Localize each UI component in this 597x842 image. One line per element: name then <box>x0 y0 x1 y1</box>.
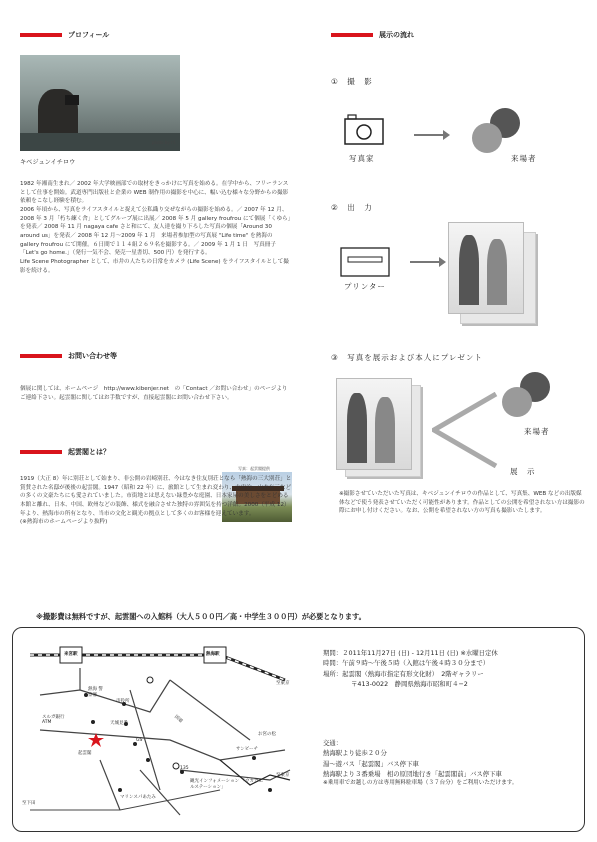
place-line <box>323 669 583 679</box>
time-label: 時間： <box>323 659 343 668</box>
step2-printer: プリンター <box>344 282 386 291</box>
map-label-atami: 熱海駅 <box>206 652 220 657</box>
kiunkaku-text-block <box>20 475 292 527</box>
split-arrow-icon <box>432 392 498 468</box>
person-silhouette <box>459 235 479 305</box>
period-label: 期間： <box>323 649 343 657</box>
flow-heading <box>331 30 414 40</box>
red-bar-icon <box>20 33 62 37</box>
profile-name: キベジュンイチロウ <box>20 159 76 166</box>
person-silhouette <box>375 397 395 463</box>
flow-note: ※撮影させていただいた写真は、キベジュンイチロウの作品として、写真集、WEB などの出版媒体などで使う発表させていただく可能性があります。作品としての公開を希望されない方は撮影の際にお申し付けください。なお、公開を希望されない方の写真も撮影いたします。 <box>339 491 585 515</box>
map-label-gas-station: GS <box>136 738 143 743</box>
bio-paragraph: Life Scene Photographer として、市井の人たちの日常をカメラ (Life Scene) をライフスタイルとして撮影を続ける。 <box>20 258 289 274</box>
access-item: 熱海駅より３番乗場 相の原団地行き「起雲閣前」バス停下車 <box>323 769 502 778</box>
red-bar-icon <box>20 450 62 454</box>
arrow-icon <box>414 134 448 136</box>
person-silhouette <box>487 239 507 305</box>
contact-text: 個展に関しては、ホームページ http://www.kibenjer.net の「Contact ／お問い合わせ」のページよりご連絡下さい。起雲閣に関してはお手数ですが、直接起雲閣にお問い合わせ下さい。 <box>20 386 288 401</box>
parking-note: ※乗用車でお越しの方は専用無料駐車場（３７台分）をご利用いただけます。 <box>323 780 518 786</box>
kiunkaku-source: (※熱海市のホームページより抜粋) <box>20 519 108 526</box>
map-label-road: 国道 <box>173 714 184 725</box>
circle-light <box>502 387 532 417</box>
bio-paragraph: 1982 年湘南生まれ／ 2002 年大学映画部での取材をきっかけに写真を始める。在学中から、フリーランスとして仕事を開始。武道専門出版社と企業の WEB 制作用の撮影を中心に、幅い込む様々な分野からの撮影依頼をこなし経験を積む。 <box>20 181 289 205</box>
map-label-tourist-info: 観光インフォメーション 「ウカガエルステーション」 <box>190 779 264 791</box>
profile-bio <box>20 180 292 275</box>
print-photo-front <box>448 222 524 314</box>
period-line <box>323 648 583 658</box>
profile-heading-text: プロフィール <box>68 31 110 39</box>
profile-photo <box>20 55 180 151</box>
access-label: 交通： <box>323 739 343 747</box>
map-label-city-hall: 市役所 <box>116 699 130 704</box>
map-label-police: 熱海 警察署 <box>88 687 103 698</box>
place-value: 起雲閣（熱海市指定有形文化財） 2階ギャラリー <box>342 669 484 678</box>
step3-visitor: 来場者 <box>524 427 550 436</box>
printer-icon <box>340 247 390 277</box>
map-label-omiya-pine: お宮の松 <box>258 732 276 737</box>
map-label-kiunkaku: 起雲閣 <box>78 751 92 756</box>
period-value: ２011年11月27日 (日) - 12月11日 (日) ※水曜日定休 <box>342 649 498 657</box>
map-label-route-135: 135 <box>180 766 189 771</box>
profile-heading <box>20 30 109 40</box>
red-bar-icon <box>331 33 373 37</box>
map-label-marina: マリンスパあたみ <box>120 795 156 800</box>
contact-heading-text: お問い合わせ等 <box>68 352 117 360</box>
step3-label: ③ 写真を展示および本人にプレゼント <box>331 353 483 362</box>
place-label: 場所： <box>323 669 343 678</box>
address-value: 〒413-0022 静岡県熱海市昭和町４−2 <box>351 679 468 688</box>
map-label-to-tokyo-coast: 至東京 <box>276 773 290 778</box>
contact-heading <box>20 351 117 361</box>
step1-label: ① 撮 影 <box>331 77 373 86</box>
red-bar-icon <box>20 354 62 358</box>
map-label-kenban: 天城見番 <box>110 721 128 726</box>
kiunkaku-heading <box>20 447 110 457</box>
camera-icon <box>344 113 384 145</box>
photo-credit: photo by r.f. <box>152 140 176 145</box>
map-label-bank: スルガ銀行 ATM <box>42 715 65 725</box>
arrow-icon <box>410 261 444 263</box>
step1-visitor: 来場者 <box>511 154 537 163</box>
map-label-to-tokyo: 至東京 <box>276 681 290 686</box>
access-item: 湯〜遊バス「起雲閣」バス停下車 <box>323 759 419 768</box>
event-info <box>323 648 583 689</box>
kiunkaku-heading-text: 起雲閣とは？ <box>68 448 110 456</box>
circle-light <box>472 123 502 153</box>
bio-paragraph: 2006 年頃から、写真をライフスタイルと捉えて公私織り交ぜながらの撮影を始める。／ 2007 年 12 月、2008 年 3 月「朽ち練く舎」としてグループ展に出展／ 2008 年 5 月 gallery froufrou にて個展「くゆら」を発表／ 2008 年 11 月 nagaya cafe さと和にて、友人達を撮り下ろした写真の個展「Around 30 around us」を発表／ 2008 年 12 月〜2009 年 1 月 来場者参加型の写真展 "Life time" を熱海の gallery froufrou にて開催。６日間で１１４組２６９名を撮影する。／ 2009 年 1 月 1 日 写真冊子「Let's go home.」（発行一気不会、発売一星書切、500 円）を発行する。 <box>20 206 291 257</box>
person-silhouette <box>347 393 367 463</box>
flow-heading-text: 展示の流れ <box>379 31 414 39</box>
display-photo-front <box>336 378 412 470</box>
time-line <box>323 658 583 668</box>
kiunkaku-text: 1919（大正 8）年に別荘として始まり、非公開の岩崎別荘、今はなき住友別荘となら「熱海の三大別荘」と賞賛された名邸が後後の起雲閣。1947（昭和 22 年）に、旅館として生まれ変わり、太宰治・山本有三などの多くの文豪たちにも愛されていました。市街地とは思えない緑豊かな庭園、日本家屋の美しさをとどめる本館と離れ、日本、中国、欧州などの装飾、様式を融合させた独特の雰囲気を持つ洋館。2000（平成 12）年より、熱海市の所有となり、当市の文化と観光の拠点として多くのお客様を迎えています。 <box>20 476 292 517</box>
time-value: 午前９時〜午後５時（入館は午後４時３０分まで） <box>342 659 490 668</box>
step2-label: ② 出 力 <box>331 203 373 212</box>
access-item: 熱海駅より徒歩２０分 <box>323 749 387 758</box>
access-info <box>323 738 583 788</box>
kiunkaku-photo-credit: 写真：起雲閣提供 <box>238 466 270 471</box>
map-label-to-shimoda: 至下田 <box>22 801 36 806</box>
camera-silhouette <box>65 95 79 105</box>
map-label-sunbeach: サンビーチ <box>236 747 259 752</box>
step1-photographer: 写真家 <box>349 154 375 163</box>
fee-notice: ※撮影費は無料ですが、起雲閣への入館料（大人５００円／高・中学生３００円）が必要となります。 <box>36 612 366 621</box>
map-label-kinomiya: 来宮駅 <box>64 652 78 657</box>
step3-display: 展 示 <box>510 467 536 476</box>
